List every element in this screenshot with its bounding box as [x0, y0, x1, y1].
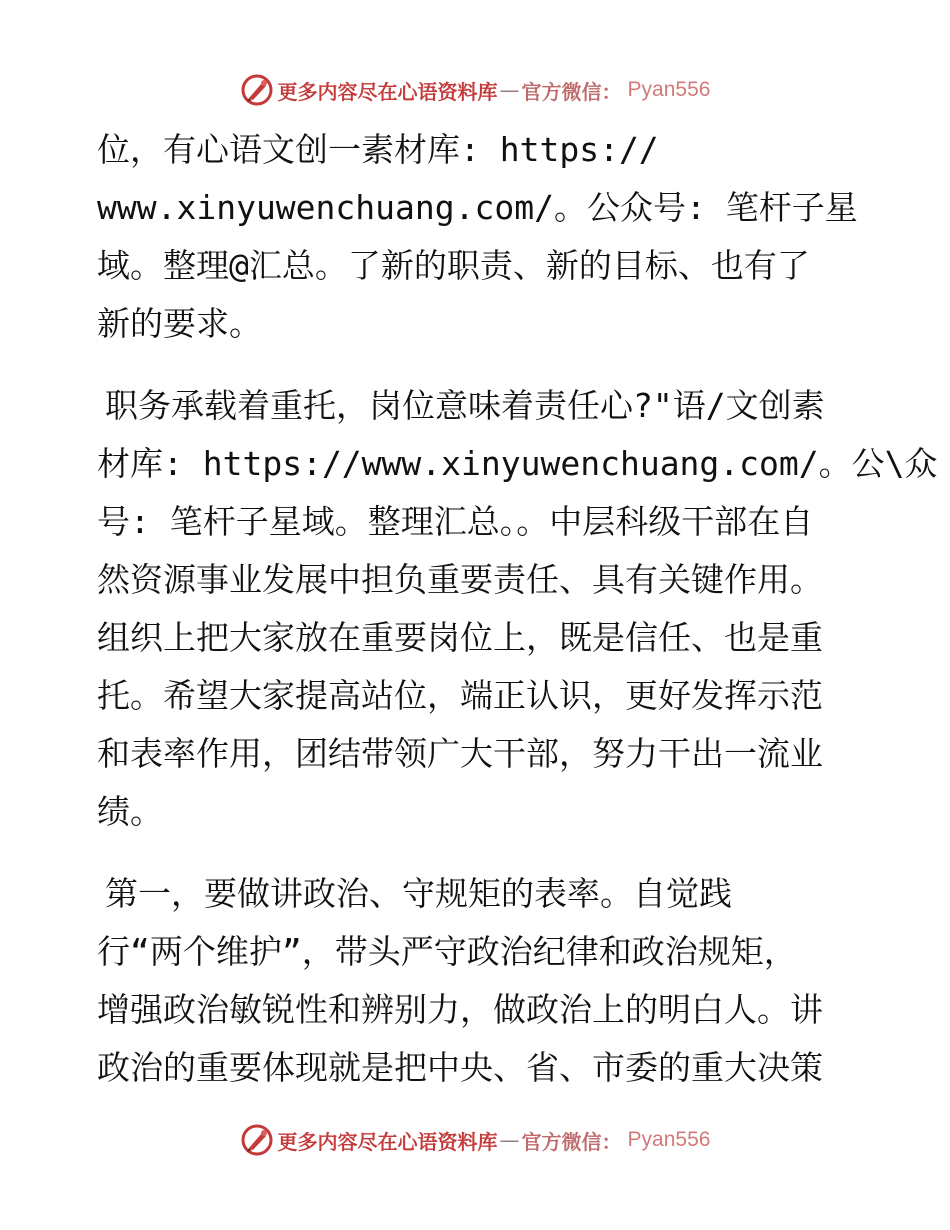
text-line: 行“两个维护”，带头严守政治纪律和政治规矩，	[97, 932, 797, 971]
text-line: 新的要求。	[97, 304, 262, 343]
banner-wechat-id: Pyan556	[627, 78, 711, 101]
banner-text: 更多内容尽在心语资料库	[277, 79, 498, 104]
banner-text: 更多内容尽在心语资料库	[277, 1129, 498, 1154]
banner-dash: —	[499, 78, 520, 102]
text-line: 和表率作用，团结带领广大干部，努力干出一流业	[97, 734, 823, 773]
text-line: 政治的重要体现就是把中央、省、市委的重大决策	[97, 1048, 823, 1087]
document-body	[97, 121, 938, 1097]
header-banner	[0, 70, 950, 110]
text-line: 号: 笔杆子星域。整理汇总。。中层科级干部在自	[97, 502, 814, 541]
text-line: 托。希望大家提高站位，端正认识，更好发挥示范	[97, 676, 823, 715]
text-line: 增强政治敏锐性和辨别力，做政治上的明白人。讲	[97, 990, 823, 1029]
paragraph-2	[97, 377, 938, 841]
banner-wechat-id: Pyan556	[627, 1128, 711, 1151]
text-line: www.xinyuwenchuang.com/。公众号: 笔杆子星	[97, 188, 858, 227]
footer-banner	[0, 1120, 950, 1160]
text-line: 职务承载着重托，岗位意味着责任心?"语/文创素	[105, 386, 825, 425]
text-line: 材库: https://www.xinyuwenchuang.com/。公\众	[97, 444, 938, 483]
text-line: 域。整理@汇总。了新的职责、新的目标、也有了	[97, 246, 810, 285]
banner-wechat-label: 官方微信：	[521, 79, 622, 104]
pen-logo-icon	[240, 1123, 274, 1157]
text-line: 第一，要做讲政治、守规矩的表率。自觉践	[105, 874, 732, 913]
text-line: 然资源事业发展中担负重要责任、具有关键作用。	[97, 560, 823, 599]
banner-dash: —	[499, 1128, 520, 1152]
pen-logo-icon	[240, 73, 274, 107]
text-line: 位，有心语文创一素材库: https://	[97, 130, 659, 169]
text-line: 组织上把大家放在重要岗位上，既是信任、也是重	[97, 618, 823, 657]
paragraph-1	[97, 121, 857, 353]
paragraph-3	[97, 865, 857, 1097]
text-line: 绩。	[97, 792, 163, 831]
banner-wechat-label: 官方微信：	[521, 1129, 622, 1154]
